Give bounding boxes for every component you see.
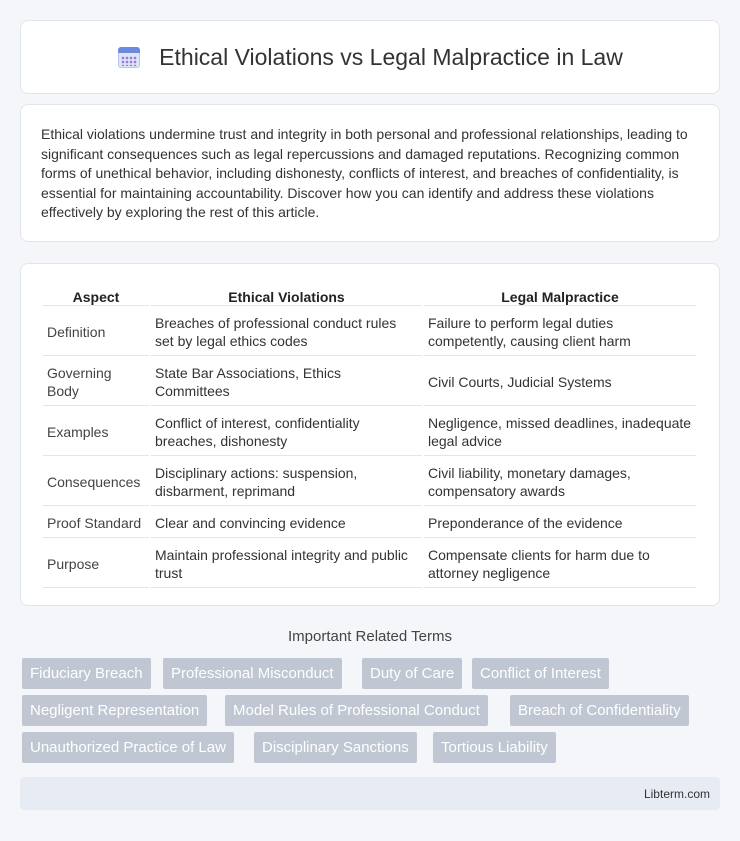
cell-aspect: Definition [43, 308, 149, 356]
cell-ethical: Disciplinary actions: suspension, disbarment, reprimand [151, 458, 422, 506]
header-malpractice: Legal Malpractice [424, 286, 696, 306]
cell-malpractice: Civil liability, monetary damages, compensatory awards [424, 458, 696, 506]
header-aspect: Aspect [43, 286, 149, 306]
intro-text: Ethical violations undermine trust and integrity in both personal and professional relationships, leading to significant consequences such as legal repercussions and damaged reputations. Recognizing common forms of unethical behavior, including dishonesty, conflicts of interest, and breaches of confidentiality, is essential for maintaining accountability. Discover how you can identify and address these violations effectively by exploring the rest of this article. [41, 126, 688, 221]
cell-malpractice: Failure to perform legal duties competently, causing client harm [424, 308, 696, 356]
table-row [43, 408, 696, 456]
page-title: Ethical Violations vs Legal Malpractice in Law [159, 43, 623, 70]
footer [20, 777, 720, 810]
intro-card [20, 104, 720, 242]
table-row [43, 458, 696, 506]
comparison-table [41, 284, 698, 590]
cell-ethical: Maintain professional integrity and public trust [151, 540, 422, 588]
related-term-tag[interactable]: Model Rules of Professional Conduct [225, 695, 488, 726]
cell-aspect: Purpose [43, 540, 149, 588]
table-row [43, 308, 696, 356]
table-row [43, 508, 696, 538]
cell-ethical: Clear and convincing evidence [151, 508, 422, 538]
related-term-tag[interactable]: Disciplinary Sanctions [254, 732, 417, 763]
cell-ethical: Conflict of interest, confidentiality breaches, dishonesty [151, 408, 422, 456]
cell-aspect: Consequences [43, 458, 149, 506]
cell-aspect: Examples [43, 408, 149, 456]
cell-ethical: Breaches of professional conduct rules set by legal ethics codes [151, 308, 422, 356]
cell-aspect: Proof Standard [43, 508, 149, 538]
cell-malpractice: Civil Courts, Judicial Systems [424, 358, 696, 406]
table-header-row [43, 286, 696, 306]
related-term-tag[interactable]: Professional Misconduct [163, 658, 342, 689]
related-term-tag[interactable]: Breach of Confidentiality [510, 695, 689, 726]
related-term-tag[interactable]: Negligent Representation [22, 695, 207, 726]
related-term-tag[interactable]: Duty of Care [362, 658, 462, 689]
related-term-tag[interactable]: Fiduciary Breach [22, 658, 151, 689]
header-ethical: Ethical Violations [151, 286, 422, 306]
related-terms-title: Important Related Terms [288, 628, 452, 645]
table-row [43, 358, 696, 406]
cell-ethical: State Bar Associations, Ethics Committees [151, 358, 422, 406]
related-term-tag[interactable]: Unauthorized Practice of Law [22, 732, 234, 763]
header-card [20, 20, 720, 94]
comparison-card [20, 263, 720, 606]
related-term-tag[interactable]: Tortious Liability [433, 732, 556, 763]
table-row [43, 540, 696, 588]
footer-site[interactable]: Libterm.com [643, 787, 710, 801]
calendar-icon [117, 45, 141, 69]
related-term-tag[interactable]: Conflict of Interest [472, 658, 609, 689]
cell-aspect: Governing Body [43, 358, 149, 406]
cell-malpractice: Compensate clients for harm due to attorney negligence [424, 540, 696, 588]
cell-malpractice: Preponderance of the evidence [424, 508, 696, 538]
cell-malpractice: Negligence, missed deadlines, inadequate legal advice [424, 408, 696, 456]
